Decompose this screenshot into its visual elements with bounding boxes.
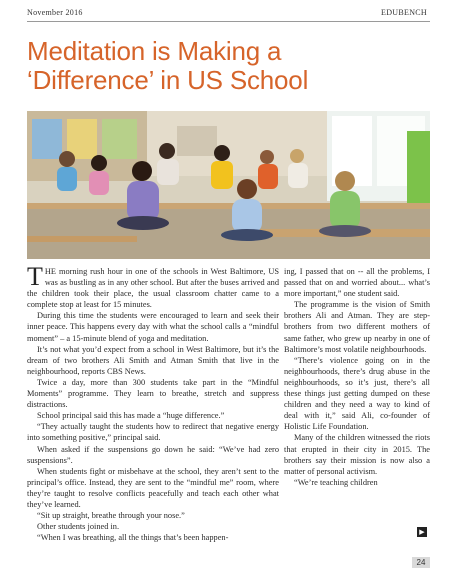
paragraph: THE morning rush hour in one of the schools in West Baltimore, US was as bustling as in any other school. But after the buses arrived and the children took their place, the usual classroom chatter came to a complete stop at least for 15 minutes.	[27, 262, 279, 310]
chevron-right-icon[interactable]: ▶	[417, 527, 427, 537]
article-title-line-1: Meditation is Making a	[27, 36, 282, 66]
paragraph: Many of the children witnessed the riots that erupted in their city in 2015. The brothers say their mission is now also a matter of personal activism.	[284, 433, 430, 476]
article-title-line-2: ‘Difference’ in US School	[27, 65, 309, 95]
article-column-2	[284, 266, 430, 488]
page-number: 24	[412, 557, 430, 568]
paragraph: “There’s violence going on in the neighbourhoods, there’s drug abuse in the neighbourhoods, so it’s just, there’s all these things just getting dumped on these children and they need a way to kind of deal with it,” said Ali, co-founder of Holistic Life Foundation.	[284, 355, 430, 432]
paragraph: During this time the students were encouraged to learn and seek their inner peace. This happens every day with what the school calls a “mindful moment” – a 15-minute blend of yoga and meditation.	[27, 311, 279, 343]
article-title	[27, 37, 427, 95]
article-body	[27, 262, 430, 561]
paragraph: The programme is the vision of Smith brothers Ali and Atman. They are step-brothers from two different mothers of same father, who grew up nearby in one of Baltimore’s most volatile neighbourhoods.	[284, 300, 430, 354]
running-header	[27, 6, 427, 20]
paragraph: ing, I passed that on -- all the problems, I passed that on and worried about... what’s more important,” one student said.	[284, 267, 430, 299]
issue-date: November 2016	[27, 8, 83, 17]
publication-name: EDUBENCH	[381, 8, 427, 17]
paragraph: “They actually taught the students how to redirect that negative energy into something positive,” principal said.	[27, 422, 279, 443]
paragraph: It’s not what you’d expect from a school in West Baltimore, but it’s the dream of two brothers Ali Smith and Atman Smith that live in the neighbourhood, reports CBS News.	[27, 344, 279, 376]
drop-cap: T	[27, 262, 43, 291]
article-column-1	[27, 262, 279, 543]
header-divider	[27, 21, 430, 22]
paragraph: “We’re teaching children	[294, 477, 378, 487]
classroom-meditation-photo	[27, 111, 430, 259]
paragraph: Other students joined in.	[37, 522, 120, 532]
paragraph: When asked if the suspensions go down he said: “We’ve had zero suspensions”.	[27, 444, 279, 465]
paragraph: “Sit up straight, breathe through your nose.”	[37, 511, 185, 521]
paragraph: When students fight or misbehave at the school, they aren’t sent to the principal’s office. Instead, they are sent to the “mindful me” room, where they’re taught to resolve conflicts peacefully and teach each other what they’ve learned.	[27, 466, 279, 509]
paragraph: School principal said this has made a “huge difference.”	[37, 411, 225, 421]
paragraph: Twice a day, more than 300 students take part in the “Mindful Moments” programme. They learn to breathe, stretch and suppress distractions.	[27, 377, 279, 410]
paragraph: “When I was breathing, all the things that’s been happen-	[37, 533, 229, 543]
